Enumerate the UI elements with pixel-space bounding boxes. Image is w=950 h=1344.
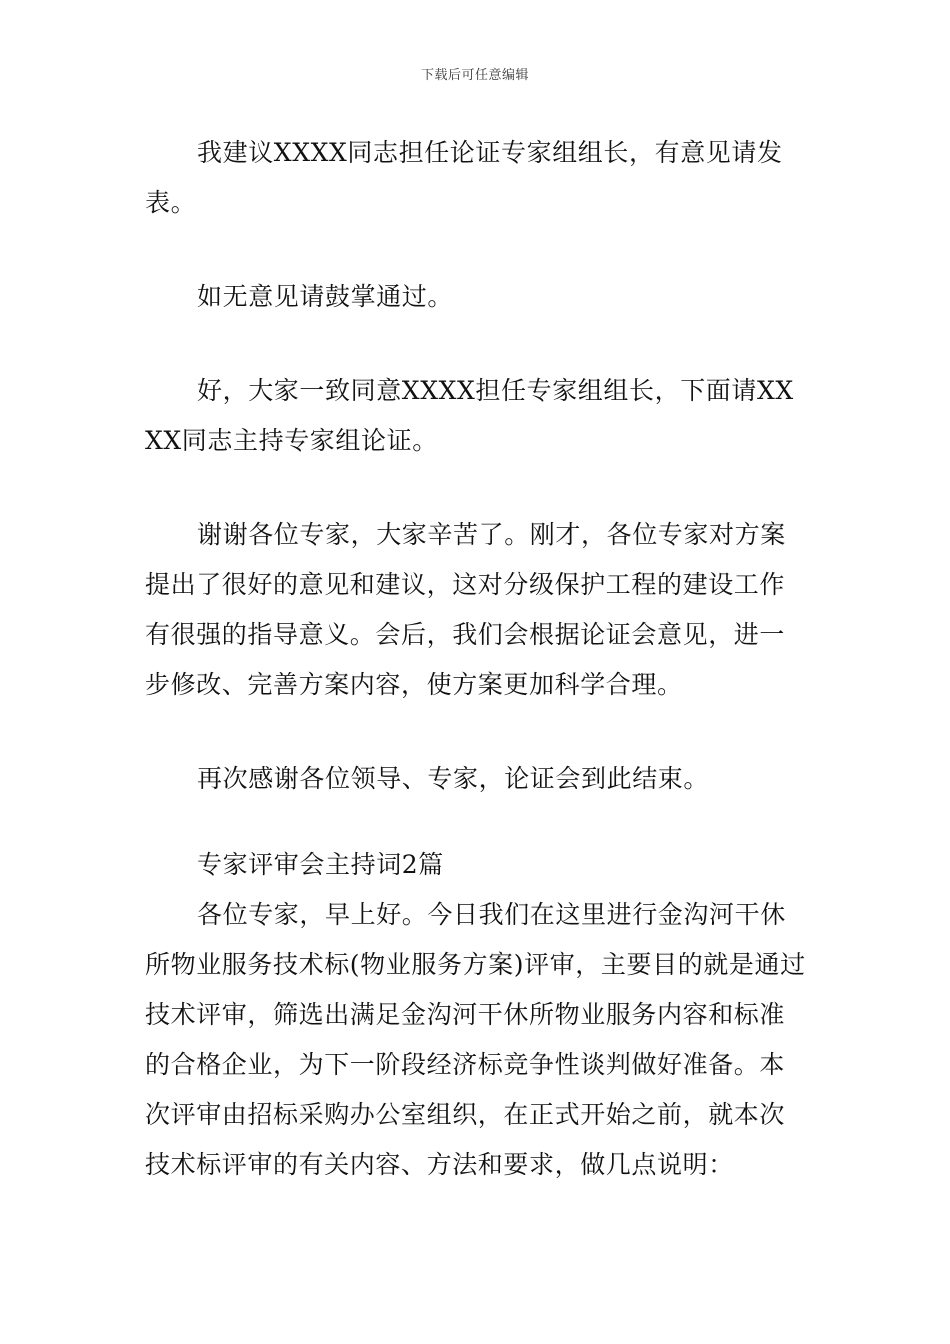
- paragraph-4: 谢谢各位专家，大家辛苦了。刚才，各位专家对方案提出了很好的意见和建议，这对分级保护工程的建设工作有很强的指导意义。会后，我们会根据论证会意见，进一步修改、完善方案内容，使方案更加科学合理。: [145, 520, 786, 699]
- paragraph-5: 再次感谢各位领导、专家，论证会到此结束。: [197, 764, 710, 793]
- section-heading: 专家评审会主持词2篇: [197, 850, 444, 879]
- paragraph-2: 如无意见请鼓掌通过。: [197, 282, 454, 311]
- page-header: 下载后可任意编辑: [420, 68, 529, 83]
- document-body: [145, 128, 810, 1190]
- paragraph-3: 好，大家一致同意XXXX担任专家组组长，下面请XXXX同志主持专家组论证。: [145, 376, 794, 455]
- paragraph-6: 各位专家，早上好。今日我们在这里进行金沟河干休所物业服务技术标(物业服务方案)评审，主要目的就是通过技术评审，筛选出满足金沟河干休所物业服务内容和标准的合格企业，为下一阶段经济标竞争性谈判做好准备。本次评审由招标采购办公室组织，在正式开始之前，就本次技术标评审的有关内容、方法和要求，做几点说明：: [145, 900, 806, 1179]
- paragraph-1: 我建议XXXX同志担任论证专家组组长，有意见请发表。: [145, 138, 783, 217]
